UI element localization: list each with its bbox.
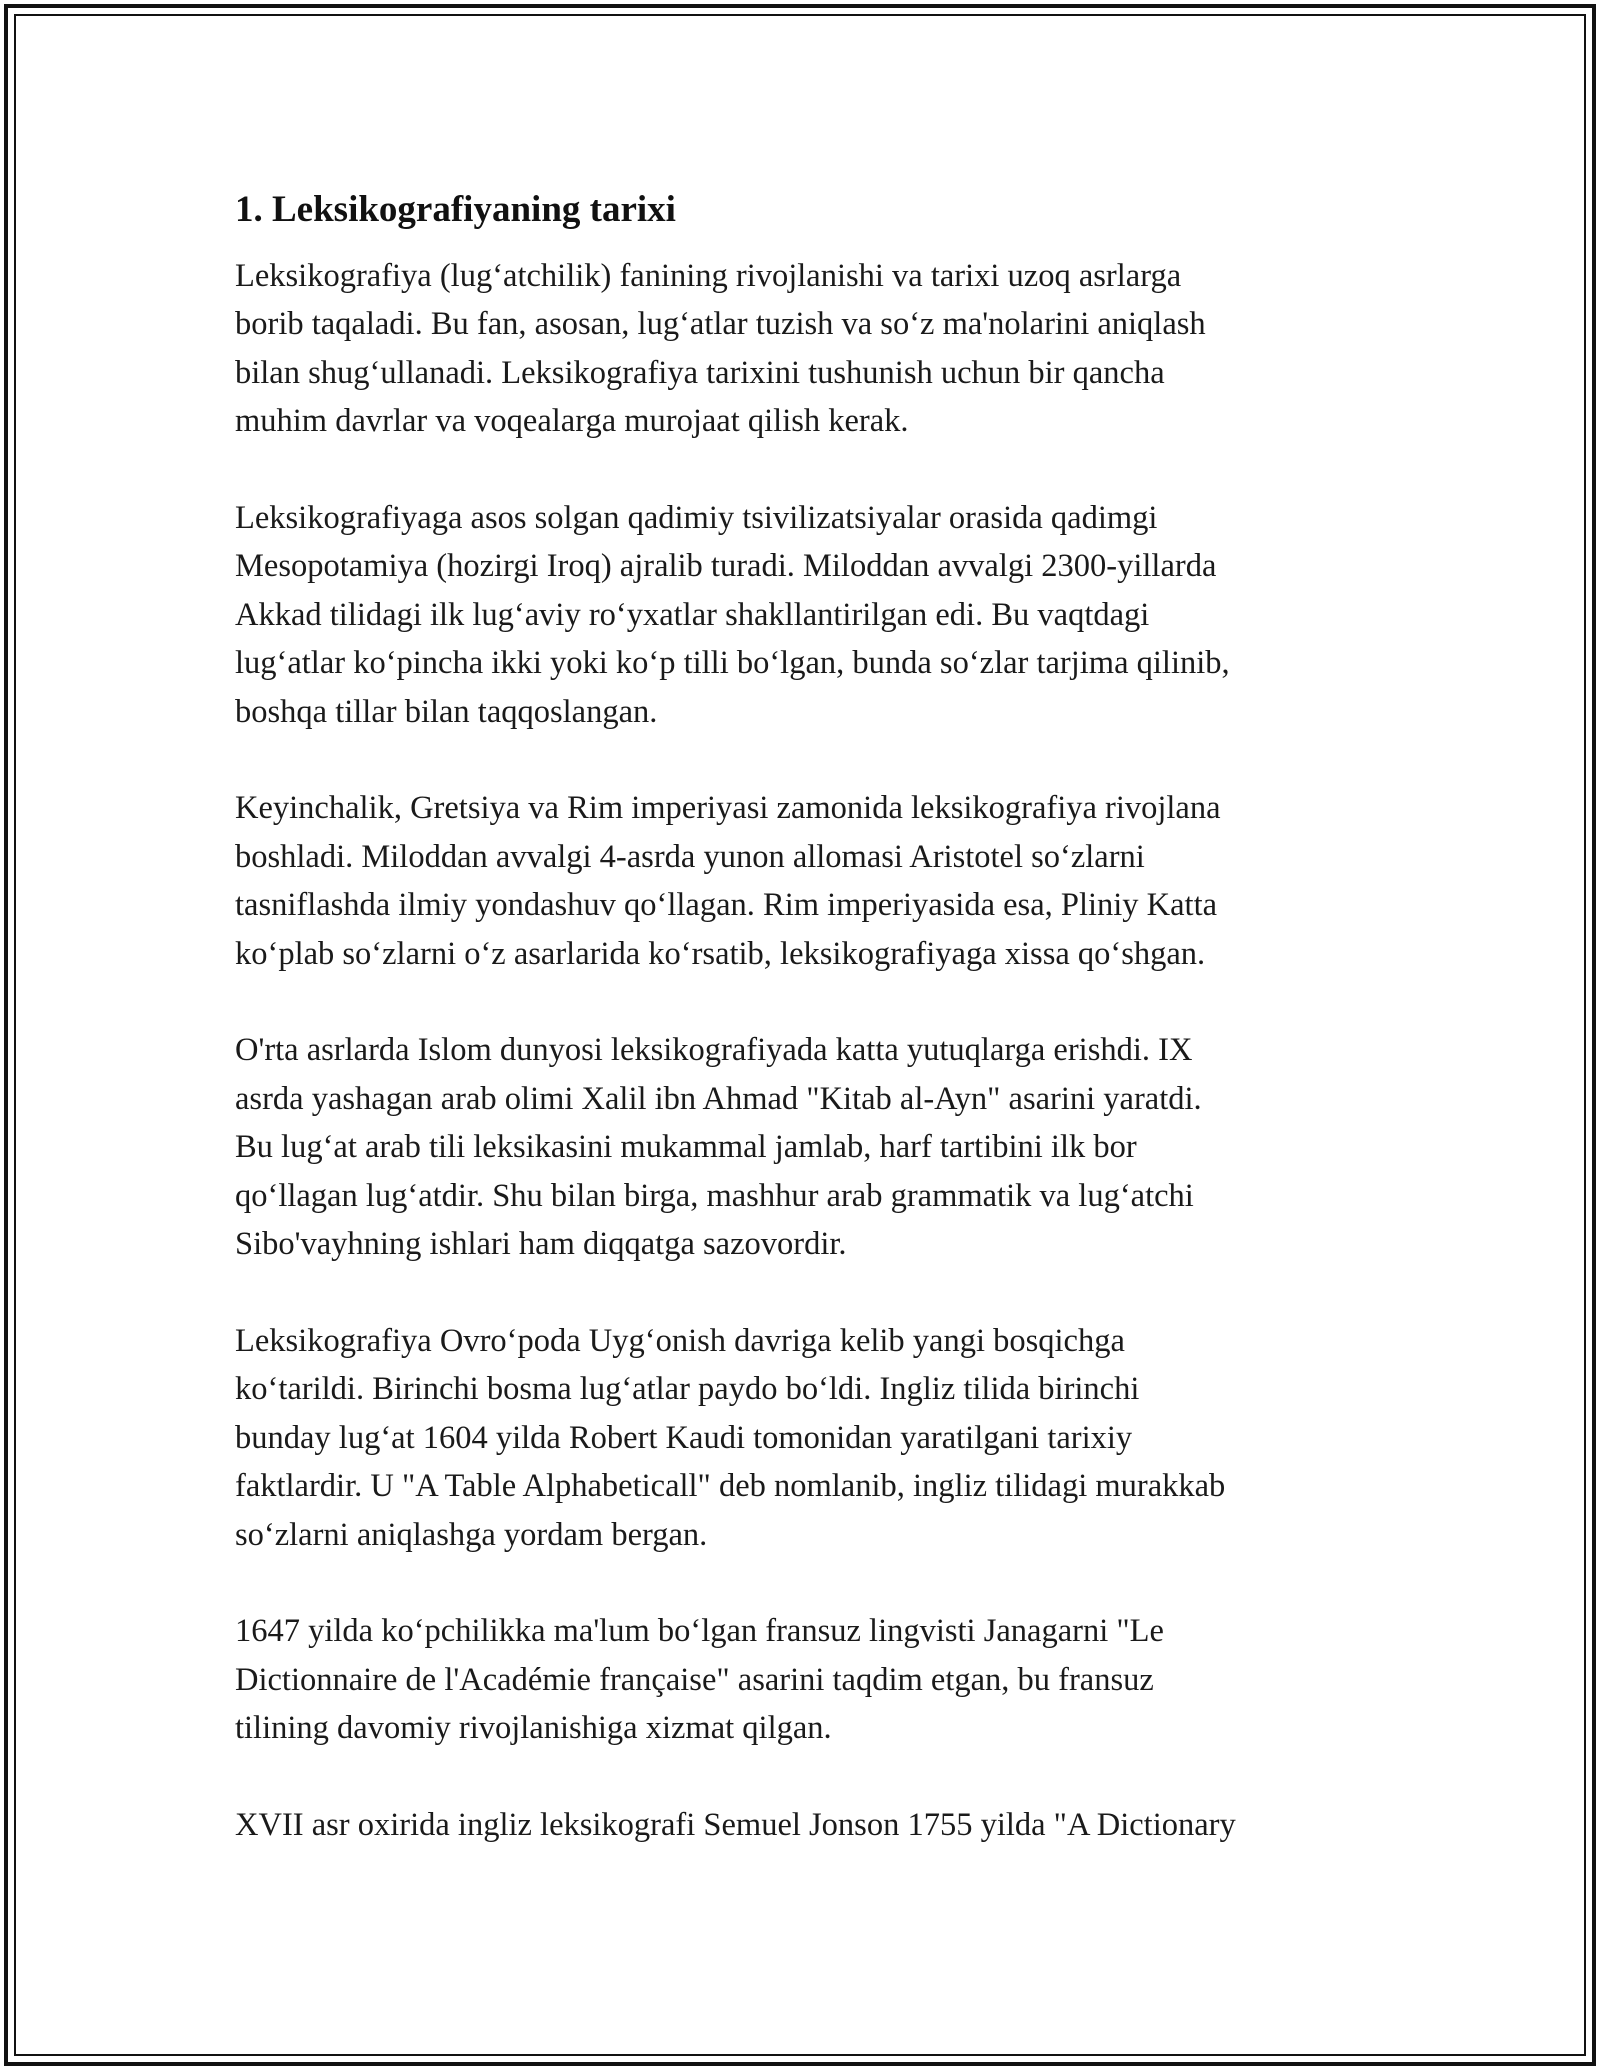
paragraph-line: asrda yashagan arab olimi Xalil ibn Ahmad "Kitab al-Ayn" asarini yaratdi.	[235, 1080, 1202, 1117]
paragraph-line: Keyinchalik, Gretsiya va Rim imperiyasi zamonida leksikografiya rivojlana	[235, 790, 1221, 827]
paragraph-line: lug‘atlar ko‘pincha ikki yoki ko‘p tilli bo‘lgan, bunda so‘zlar tarjima qilinib,	[235, 645, 1230, 682]
paragraph-line: muhim davrlar va voqealarga murojaat qilish kerak.	[235, 403, 909, 440]
paragraph-line: Leksikografiya Ovro‘poda Uyg‘onish davriga kelib yangi bosqichga	[235, 1322, 1125, 1359]
paragraph-line: Dictionnaire de l'Académie française" asarini taqdim etgan, bu fransuz	[235, 1661, 1154, 1698]
paragraph-line: Leksikografiyaga asos solgan qadimiy tsivilizatsiyalar orasida qadimgi	[235, 500, 1158, 537]
paragraph-line: bilan shug‘ullanadi. Leksikografiya tarixini tushunish uchun bir qancha	[235, 354, 1165, 391]
paragraph-6	[235, 1607, 1375, 1752]
paragraph-line: tasniflashda ilmiy yondashuv qo‘llagan. Rim imperiyasida esa, Pliniy Katta	[235, 887, 1218, 924]
section-heading: 1. Leksikografiyaning tarixi	[235, 189, 676, 230]
paragraph-4	[235, 1026, 1375, 1268]
paragraph-7	[235, 1801, 1375, 1849]
paragraph-line: ko‘tarildi. Birinchi bosma lug‘atlar paydo bo‘ldi. Ingliz tilida birinchi	[235, 1371, 1140, 1408]
paragraph-line: Akkad tilidagi ilk lug‘aviy ro‘yxatlar shakllantirilgan edi. Bu vaqtdagi	[235, 596, 1150, 633]
paragraph-line: Leksikografiya (lug‘atchilik) fanining rivojlanishi va tarixi uzoq asrlarga	[235, 258, 1182, 294]
paragraph-line: Mesopotamiya (hozirgi Iroq) ajralib turadi. Miloddan avvalgi 2300-yillarda	[235, 548, 1217, 585]
paragraph-line: tilining davomiy rivojlanishiga xizmat qilgan.	[235, 1710, 832, 1747]
paragraph-line: XVII asr oxirida ingliz leksikografi Semuel Jonson 1755 yilda "A Dictionary	[235, 1806, 1236, 1843]
paragraph-line: Bu lug‘at arab tili leksikasini mukammal jamlab, harf tartibini ilk bor	[235, 1129, 1137, 1166]
paragraph-line: ko‘plab so‘zlarni o‘z asarlarida ko‘rsatib, leksikografiyaga xissa qo‘shgan.	[235, 935, 1206, 972]
paragraph-2	[235, 494, 1375, 736]
document-page	[235, 186, 1375, 1898]
paragraph-line: boshqa tillar bilan taqqoslangan.	[235, 693, 658, 730]
paragraph-line: Sibo'vayhning ishlari ham diqqatga sazovordir.	[235, 1226, 847, 1263]
paragraph-line: borib taqaladi. Bu fan, asosan, lug‘atlar tuzish va so‘z ma'nolarini aniqlash	[235, 306, 1206, 343]
paragraph-line: O'rta asrlarda Islom dunyosi leksikografiyada katta yutuqlarga erishdi. IX	[235, 1032, 1193, 1069]
paragraph-line: 1647 yilda ko‘pchilikka ma'lum bo‘lgan fransuz lingvisti Janagarni "Le	[235, 1613, 1164, 1650]
paragraph-5	[235, 1317, 1375, 1559]
paragraph-line: boshladi. Miloddan avvalgi 4-asrda yunon allomasi Aristotel so‘zlarni	[235, 838, 1145, 875]
paragraph-line: so‘zlarni aniqlashga yordam bergan.	[235, 1516, 708, 1553]
paragraph-line: faktlardir. U "A Table Alphabeticall" deb nomlanib, ingliz tilidagi murakkab	[235, 1468, 1226, 1505]
paragraph-line: qo‘llagan lug‘atdir. Shu bilan birga, mashhur arab grammatik va lug‘atchi	[235, 1177, 1194, 1214]
paragraph-line: bunday lug‘at 1604 yilda Robert Kaudi tomonidan yaratilgani tarixiy	[235, 1419, 1133, 1456]
paragraph-1	[235, 252, 1375, 446]
paragraph-3	[235, 784, 1375, 978]
